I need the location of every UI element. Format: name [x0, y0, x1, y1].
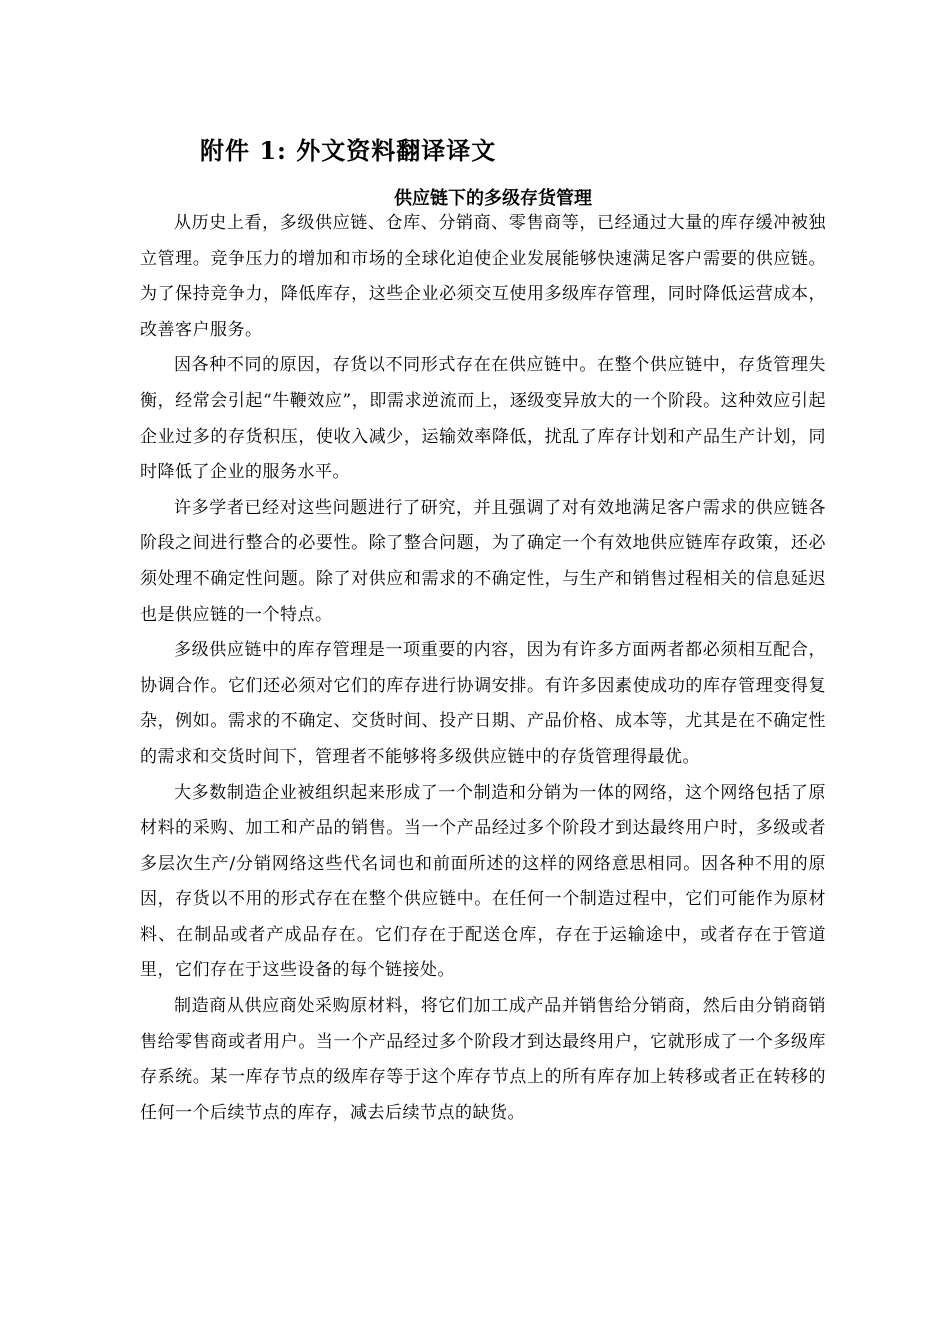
- paragraph: 许多学者已经对这些问题进行了研究，并且强调了对有效地满足客户需求的供应链各阶段之间进行整合的必要性。除了整合问题，为了确定一个有效地供应链库存政策，还必须处理不确定性问题。除了对供应和需求的不确定性，与生产和销售过程相关的信息延迟也是供应链的一个特点。: [140, 497, 826, 625]
- document-title: 供应链下的多级存货管理: [394, 188, 592, 209]
- body-text: [140, 206, 826, 1131]
- paragraph: 因各种不同的原因，存货以不同形式存在在供应链中。在整个供应链中，存货管理失衡，经常会引起“牛鞭效应”，即需求逆流而上，逐级变异放大的一个阶段。这种效应引起企业过多的存货积压，使收入减少，运输效率降低，扰乱了库存计划和产品生产计划，同时降低了企业的服务水平。: [140, 355, 826, 483]
- paragraph: 多级供应链中的库存管理是一项重要的内容，因为有许多方面两者都必须相互配合，协调合作。它们还必须对它们的库存进行协调安排。有许多因素使成功的库存管理变得复杂，例如。需求的不确定、交货时间、投产日期、产品价格、成本等，尤其是在不确定性的需求和交货时间下，管理者不能够将多级供应链中的存货管理得最优。: [140, 640, 826, 767]
- paragraph: 从历史上看，多级供应链、仓库、分销商、零售商等，已经通过大量的库存缓冲被独立管理。竞争压力的增加和市场的全球化迫使企业发展能够快速满足客户需要的供应链。为了保持竞争力，降低库存，这些企业必须交互使用多级库存管理，同时降低运营成本，改善客户服务。: [140, 213, 826, 340]
- paragraph: 制造商从供应商处采购原材料，将它们加工成产品并销售给分销商，然后由分销商销售给零售商或者用户。当一个产品经过多个阶段才到达最终用户，它就形成了一个多级库存系统。某一库存节点的级库存等于这个库存节点上的所有库存加上转移或者正在转移的任何一个后续节点的库存，减去后续节点的缺货。: [140, 996, 826, 1123]
- appendix-heading: 附件 1: 外文资料翻译译文: [200, 136, 497, 165]
- paragraph: 大多数制造企业被组织起来形成了一个制造和分销为一体的网络，这个网络包括了原材料的采购、加工和产品的销售。当一个产品经过多个阶段才到达最终用户时，多级或者多层次生产/分销网络这些代名词也和前面所述的这样的网络意思相同。因各种不用的原因，存货以不用的形式存在在整个供应链中。在任何一个制造过程中，它们可能作为原材料、在制品或者产成品存在。它们存在于配送仓库，存在于运输途中，或者存在于管道里，它们存在于这些设备的每个链接处。: [140, 782, 826, 981]
